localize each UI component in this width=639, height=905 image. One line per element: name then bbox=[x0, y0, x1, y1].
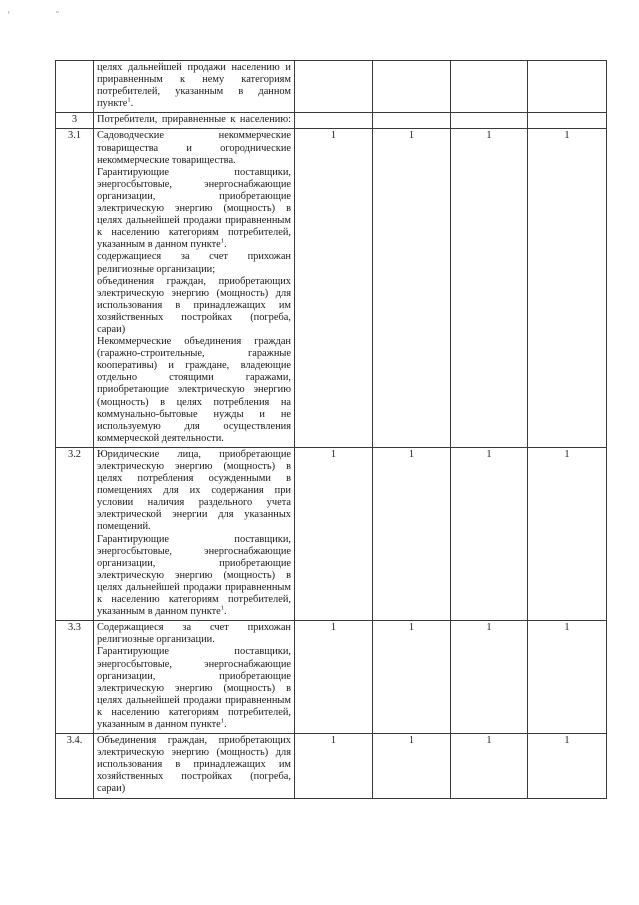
coefficient-cell: 1 bbox=[295, 621, 373, 734]
description-paragraph: целях дальнейшей продажи населению и приравненным к нему категориям потребителей, указанным в данном пункте$^1$. bbox=[97, 62, 291, 110]
description-paragraph: Юридические лица, приобретающие электрическую энергию (мощность) в целях потребления осужденными в помещениях для их содержания при условии наличия раздельного учета электрической энергии для указанных помещений. bbox=[97, 448, 291, 533]
coefficient-cell: 1 bbox=[451, 447, 528, 620]
scan-mark: ˝ bbox=[56, 10, 59, 20]
table-row bbox=[56, 447, 607, 620]
coefficient-cell: 1 bbox=[451, 621, 528, 734]
consumer-description bbox=[94, 621, 295, 734]
coefficient-cell: 1 bbox=[295, 129, 373, 447]
coefficient-cell: 1 bbox=[528, 621, 607, 734]
coefficient-cell: 1 bbox=[295, 447, 373, 620]
consumer-description bbox=[94, 734, 295, 798]
coefficient-cell: 1 bbox=[528, 129, 607, 447]
description-paragraph: Содержащиеся за счет прихожан религиозные организации. bbox=[97, 622, 291, 646]
table-row bbox=[56, 734, 607, 798]
coefficient-cell: 1 bbox=[373, 129, 451, 447]
description-paragraph: Объединения граждан, приобретающих электрическую энергию (мощность) для использования в принадлежащих им хозяйственных постройках (погреба, сараи) bbox=[97, 735, 291, 795]
coefficient-cell: 1 bbox=[373, 447, 451, 620]
description-paragraph: Некоммерческие объединения граждан (гаражно-строительные, гаражные кооперативы) и граждане, владеющие отдельно стоящими гаражами, приобретающие электрическую энергию (мощность) в целях потребления на коммунально-бытовые нужды и не используемую для осуществления коммерческой деятельности. bbox=[97, 336, 291, 444]
row-number bbox=[56, 61, 94, 113]
table-row bbox=[56, 621, 607, 734]
coefficient-cell: 1 bbox=[528, 447, 607, 620]
description-paragraph: объединения граждан, приобретающих электрическую энергию (мощность) для использования в принадлежащих им хозяйственных постройках (погреба, сараи) bbox=[97, 275, 291, 335]
coefficient-cell bbox=[373, 113, 451, 129]
footnote-marker: 1 bbox=[220, 604, 225, 612]
row-number: 3.4. bbox=[56, 734, 94, 798]
description-paragraph: Гарантирующие поставщики, энергосбытовые, энергоснабжающие организации, приобретающие электрическую энергию (мощность) в целях дальнейшей продажи приравненным к населению категориям потребителей, указанным в данном пункте$^1$. bbox=[97, 166, 291, 251]
consumer-description bbox=[94, 113, 295, 129]
description-paragraph: Потребители, приравненные к населению: bbox=[97, 114, 291, 126]
footnote-marker: 1 bbox=[127, 96, 131, 104]
coefficient-cell bbox=[528, 113, 607, 129]
coefficient-cell bbox=[451, 113, 528, 129]
coefficient-cell bbox=[528, 61, 607, 113]
coefficient-cell: 1 bbox=[295, 734, 373, 798]
coefficient-cell: 1 bbox=[451, 734, 528, 798]
coefficient-cell: 1 bbox=[528, 734, 607, 798]
coefficient-cell: 1 bbox=[373, 621, 451, 734]
coefficient-cell bbox=[373, 61, 451, 113]
footnote-marker: 1 bbox=[220, 717, 225, 725]
consumer-description bbox=[94, 61, 295, 113]
row-number: 3.2 bbox=[56, 447, 94, 620]
coefficient-cell bbox=[451, 61, 528, 113]
scan-mark: ' bbox=[8, 10, 10, 20]
row-number: 3.1 bbox=[56, 129, 94, 447]
table-row bbox=[56, 113, 607, 129]
footnote-marker: 1 bbox=[220, 237, 225, 245]
consumer-description bbox=[94, 447, 295, 620]
description-paragraph: Гарантирующие поставщики, энергосбытовые, энергоснабжающие организации, приобретающие электрическую энергию (мощность) в целях дальнейшей продажи приравненным к населению категориям потребителей, указанным в данном пункте$^1$. bbox=[97, 533, 291, 618]
description-paragraph: Садоводческие некоммерческие товарищества и огороднические некоммерческие товарищества. bbox=[97, 130, 291, 166]
table-row bbox=[56, 61, 607, 113]
row-number: 3.3 bbox=[56, 621, 94, 734]
coefficient-cell bbox=[295, 61, 373, 113]
row-number: 3 bbox=[56, 113, 94, 129]
coefficient-cell: 1 bbox=[373, 734, 451, 798]
tariff-table bbox=[55, 60, 607, 799]
coefficient-cell: 1 bbox=[451, 129, 528, 447]
table-row bbox=[56, 129, 607, 447]
coefficient-cell bbox=[295, 113, 373, 129]
description-paragraph: Гарантирующие поставщики, энергосбытовые, энергоснабжающие организации, приобретающие электрическую энергию (мощность) в целях дальнейшей продажи приравненным к населению категориям потребителей, указанным в данном пункте$^1$. bbox=[97, 646, 291, 730]
description-paragraph: содержащиеся за счет прихожан религиозные организации; bbox=[97, 251, 291, 275]
consumer-description bbox=[94, 129, 295, 447]
